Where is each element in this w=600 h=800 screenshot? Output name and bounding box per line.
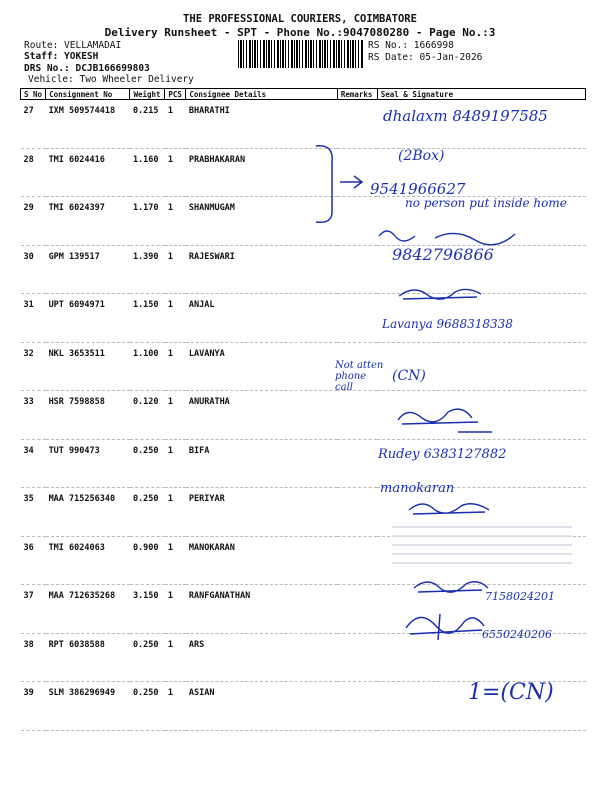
cell-remarks <box>337 245 377 294</box>
cell-sno: 31 <box>21 294 46 343</box>
col-consignee: Consignee Details <box>186 89 337 100</box>
cell-weight: 0.250 <box>130 488 165 537</box>
cell-consignee: BHARATHI <box>186 100 337 149</box>
staff-label: Staff: YOKESH <box>24 51 99 62</box>
drs-number: DRS No.: DCJB166699803 <box>24 63 150 74</box>
cell-pcs: 1 <box>165 100 186 149</box>
cell-weight: 0.120 <box>130 391 165 440</box>
handwriting-r29-note: no person put inside home <box>405 196 567 210</box>
cell-pcs: 1 <box>165 682 186 731</box>
col-remarks: Remarks <box>337 89 377 100</box>
cell-sno: 34 <box>21 439 46 488</box>
col-weight: Weight <box>130 89 165 100</box>
cell-pcs: 1 <box>165 536 186 585</box>
cell-consignment: RPT 6038588 <box>46 633 130 682</box>
signature-r34-icon <box>392 402 502 438</box>
cell-consignee: ANJAL <box>186 294 337 343</box>
cell-consignee: SHANMUGAM <box>186 197 337 246</box>
cell-sno: 27 <box>21 100 46 149</box>
col-consignment: Consignment No <box>46 89 130 100</box>
cell-consignee: ANURATHA <box>186 391 337 440</box>
faded-seal-stamp <box>392 520 572 564</box>
cell-pcs: 1 <box>165 197 186 246</box>
cell-remarks <box>337 100 377 149</box>
handwriting-r27: dhalaxm 8489197585 <box>383 107 548 125</box>
table-header-row <box>21 89 586 100</box>
cell-sno: 37 <box>21 585 46 634</box>
col-pcs: PCS <box>165 89 186 100</box>
route-label: Route: VELLAMADAI <box>24 40 122 51</box>
cell-remarks <box>337 585 377 634</box>
cell-consignee: ASIAN <box>186 682 337 731</box>
cell-consignment: UPT 6094971 <box>46 294 130 343</box>
cell-pcs: 1 <box>165 342 186 391</box>
signature-r36-icon <box>405 498 495 520</box>
handwriting-r35: Rudey 6383127882 <box>378 447 507 462</box>
cell-consignee: RANFGANATHAN <box>186 585 337 634</box>
signature-r39-icon <box>400 608 490 644</box>
cell-consignment: GPM 139517 <box>46 245 130 294</box>
cell-consignee: ARS <box>186 633 337 682</box>
cell-consignment: NKL 3653511 <box>46 342 130 391</box>
cell-sno: 30 <box>21 245 46 294</box>
handwriting-r28: (2Box) <box>398 148 445 164</box>
cell-consignment: TMI 6024063 <box>46 536 130 585</box>
col-sno: S No <box>21 89 46 100</box>
handwriting-r33-remark: Not atten phone call <box>335 360 384 393</box>
cell-remarks <box>337 391 377 440</box>
cell-weight: 1.150 <box>130 294 165 343</box>
cell-weight: 1.160 <box>130 148 165 197</box>
cell-remarks <box>337 294 377 343</box>
cell-sno: 39 <box>21 682 46 731</box>
cell-pcs: 1 <box>165 245 186 294</box>
signature-r31-icon <box>395 284 485 304</box>
handwriting-r32: Lavanya 9688318338 <box>382 317 513 331</box>
cell-weight: 0.250 <box>130 682 165 731</box>
cell-remarks <box>337 488 377 537</box>
cell-consignment: HSR 7598858 <box>46 391 130 440</box>
table-row <box>21 245 586 294</box>
cell-consignment: TMI 6024416 <box>46 148 130 197</box>
cell-weight: 1.390 <box>130 245 165 294</box>
cell-consignment: IXM 509574418 <box>46 100 130 149</box>
cell-pcs: 1 <box>165 391 186 440</box>
col-signature: Seal & Signature <box>377 89 585 100</box>
handwriting-r36: manokaran <box>380 481 455 496</box>
cell-remarks <box>337 439 377 488</box>
rs-number: RS No.: 1666998 <box>368 40 454 51</box>
cell-remarks <box>337 633 377 682</box>
cell-pcs: 1 <box>165 585 186 634</box>
cell-consignee: PERIYAR <box>186 488 337 537</box>
cell-weight: 1.100 <box>130 342 165 391</box>
cell-weight: 1.170 <box>130 197 165 246</box>
cell-consignee: BIFA <box>186 439 337 488</box>
cell-consignee: RAJESWARI <box>186 245 337 294</box>
cell-weight: 0.900 <box>130 536 165 585</box>
cell-sno: 29 <box>21 197 46 246</box>
cell-remarks <box>337 536 377 585</box>
cell-weight: 3.150 <box>130 585 165 634</box>
cell-consignment: TUT 990473 <box>46 439 130 488</box>
cell-consignee: MANOKARAN <box>186 536 337 585</box>
handwriting-r29-phone: 9541966627 <box>370 180 466 198</box>
cell-weight: 0.250 <box>130 439 165 488</box>
table-row <box>21 342 586 391</box>
barcode <box>238 40 364 68</box>
vehicle-label: Vehicle: Two Wheeler Delivery <box>28 74 194 85</box>
runsheet-subtitle: Delivery Runsheet - SPT - Phone No.:9047080280 - Page No.:3 <box>104 26 496 39</box>
cell-pcs: 1 <box>165 148 186 197</box>
cell-consignment: SLM 386296949 <box>46 682 130 731</box>
handwriting-r39: 6550240206 <box>482 628 552 641</box>
handwriting-r33-sig: (CN) <box>392 368 426 384</box>
cell-sno: 35 <box>21 488 46 537</box>
table-row <box>21 148 586 197</box>
company-title: THE PROFESSIONAL COURIERS, COIMBATORE <box>183 13 417 25</box>
cell-weight: 0.215 <box>130 100 165 149</box>
cell-pcs: 1 <box>165 294 186 343</box>
cell-consignee: PRABHAKARAN <box>186 148 337 197</box>
cell-pcs: 1 <box>165 439 186 488</box>
cell-weight: 0.250 <box>130 633 165 682</box>
handwriting-r38: 7158024201 <box>485 590 555 603</box>
cell-sno: 33 <box>21 391 46 440</box>
cell-sno: 36 <box>21 536 46 585</box>
cell-consignment: MAA 712635268 <box>46 585 130 634</box>
cell-pcs: 1 <box>165 488 186 537</box>
rs-date: RS Date: 05-Jan-2026 <box>368 52 483 63</box>
cell-pcs: 1 <box>165 633 186 682</box>
cell-consignment: MAA 715256340 <box>46 488 130 537</box>
bracket-icon <box>312 142 368 226</box>
handwriting-r30: 9842796866 <box>392 245 494 264</box>
cell-remarks <box>337 682 377 731</box>
handwriting-footer: 1=(CN) <box>468 680 554 705</box>
cell-sno: 38 <box>21 633 46 682</box>
cell-consignment: TMI 6024397 <box>46 197 130 246</box>
cell-sno: 28 <box>21 148 46 197</box>
cell-consignee: LAVANYA <box>186 342 337 391</box>
signature-r38-icon <box>410 576 490 600</box>
cell-sno: 32 <box>21 342 46 391</box>
